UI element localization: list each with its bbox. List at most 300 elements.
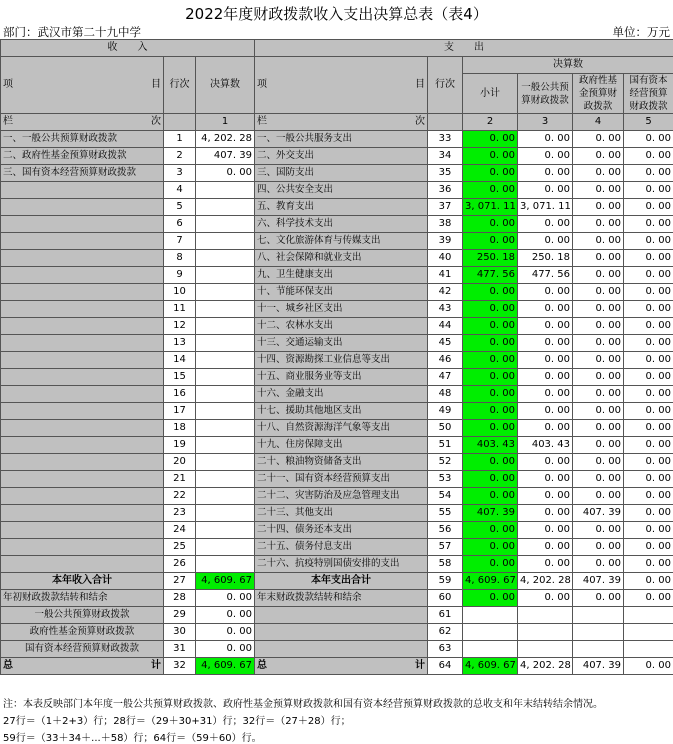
carry-in-value: 0. 00 bbox=[196, 590, 255, 607]
expense-line: 40 bbox=[428, 250, 463, 267]
grand-total-row bbox=[1, 658, 673, 675]
expense-fund: 0. 00 bbox=[573, 284, 624, 301]
income-line: 26 bbox=[164, 556, 196, 573]
expense-amount-group: 决算数 bbox=[463, 57, 673, 74]
grand-expense-fund: 407. 39 bbox=[573, 658, 624, 675]
sub-income-line: 31 bbox=[164, 641, 196, 658]
income-line-header: 行次 bbox=[164, 57, 196, 114]
grand-expense-line: 64 bbox=[428, 658, 463, 675]
income-line: 2 bbox=[164, 148, 196, 165]
expense-capital: 0. 00 bbox=[624, 182, 673, 199]
expense-subtotal: 3, 071. 11 bbox=[463, 199, 518, 216]
expense-general: 0. 00 bbox=[518, 233, 573, 250]
total-expense-fund: 407. 39 bbox=[573, 573, 624, 590]
grand-expense-subtotal: 4, 609. 67 bbox=[463, 658, 518, 675]
carry-in-label: 年初财政拨款结转和结余 bbox=[1, 590, 164, 607]
income-line: 11 bbox=[164, 301, 196, 318]
expense-fund: 0. 00 bbox=[573, 386, 624, 403]
income-amount bbox=[196, 488, 255, 505]
expense-line: 55 bbox=[428, 505, 463, 522]
expense-fund: 0. 00 bbox=[573, 454, 624, 471]
income-amount bbox=[196, 386, 255, 403]
department-label: 部门：武汉市第二十九中学 bbox=[3, 24, 141, 40]
income-item bbox=[1, 437, 164, 454]
income-line: 17 bbox=[164, 403, 196, 420]
income-amount bbox=[196, 301, 255, 318]
income-item bbox=[1, 539, 164, 556]
column-number-row bbox=[1, 114, 673, 131]
expense-fund: 0. 00 bbox=[573, 165, 624, 182]
expense-fund: 0. 00 bbox=[573, 233, 624, 250]
sub-expense-line: 62 bbox=[428, 624, 463, 641]
sub-income-value: 0. 00 bbox=[196, 624, 255, 641]
income-line: 7 bbox=[164, 233, 196, 250]
income-item bbox=[1, 454, 164, 471]
income-line: 10 bbox=[164, 284, 196, 301]
income-line: 15 bbox=[164, 369, 196, 386]
sub-expense-line: 63 bbox=[428, 641, 463, 658]
expense-subtotal: 0. 00 bbox=[463, 352, 518, 369]
expense-fund: 0. 00 bbox=[573, 420, 624, 437]
table-row bbox=[1, 182, 673, 199]
expense-subtotal: 0. 00 bbox=[463, 403, 518, 420]
income-amount bbox=[196, 199, 255, 216]
expense-line-header: 行次 bbox=[428, 57, 463, 114]
expense-fund: 0. 00 bbox=[573, 199, 624, 216]
sub-income-label: 国有资本经营预算财政拨款 bbox=[1, 641, 164, 658]
income-item bbox=[1, 369, 164, 386]
expense-general: 0. 00 bbox=[518, 335, 573, 352]
expense-line: 49 bbox=[428, 403, 463, 420]
income-line: 5 bbox=[164, 199, 196, 216]
expense-line: 46 bbox=[428, 352, 463, 369]
table-row bbox=[1, 233, 673, 250]
expense-fund: 0. 00 bbox=[573, 471, 624, 488]
expense-fund: 0. 00 bbox=[573, 522, 624, 539]
income-item bbox=[1, 352, 164, 369]
expense-item: 十四、资源勘探工业信息等支出 bbox=[255, 352, 428, 369]
expense-item: 一、一般公共服务支出 bbox=[255, 131, 428, 148]
table-row bbox=[1, 386, 673, 403]
expense-capital: 0. 00 bbox=[624, 522, 673, 539]
sub-expense-fund bbox=[573, 624, 624, 641]
expense-subtotal: 0. 00 bbox=[463, 471, 518, 488]
expense-general: 0. 00 bbox=[518, 505, 573, 522]
expense-general: 0. 00 bbox=[518, 182, 573, 199]
expense-subtotal: 0. 00 bbox=[463, 284, 518, 301]
expense-general: 0. 00 bbox=[518, 148, 573, 165]
income-amount bbox=[196, 420, 255, 437]
carry-out-general: 0. 00 bbox=[518, 590, 573, 607]
income-item bbox=[1, 199, 164, 216]
income-amount bbox=[196, 318, 255, 335]
table-row bbox=[1, 284, 673, 301]
total-expense-subtotal: 4, 609. 67 bbox=[463, 573, 518, 590]
grand-income-line: 32 bbox=[164, 658, 196, 675]
expense-item: 六、科学技术支出 bbox=[255, 216, 428, 233]
income-item bbox=[1, 301, 164, 318]
expense-item: 十五、商业服务业等支出 bbox=[255, 369, 428, 386]
income-item bbox=[1, 420, 164, 437]
expense-capital: 0. 00 bbox=[624, 318, 673, 335]
expense-fund: 0. 00 bbox=[573, 182, 624, 199]
income-item bbox=[1, 386, 164, 403]
sub-expense-subtotal bbox=[463, 624, 518, 641]
expense-item: 二十三、其他支出 bbox=[255, 505, 428, 522]
income-item: 三、国有资本经营预算财政拨款 bbox=[1, 165, 164, 182]
expense-general: 0. 00 bbox=[518, 216, 573, 233]
expense-line: 56 bbox=[428, 522, 463, 539]
table-row bbox=[1, 403, 673, 420]
grand-income-value: 4, 609. 67 bbox=[196, 658, 255, 675]
expense-capital: 0. 00 bbox=[624, 539, 673, 556]
expense-capital: 0. 00 bbox=[624, 369, 673, 386]
expense-subtotal: 0. 00 bbox=[463, 556, 518, 573]
income-item bbox=[1, 250, 164, 267]
table-row bbox=[1, 556, 673, 573]
income-line: 13 bbox=[164, 335, 196, 352]
expense-fund: 0. 00 bbox=[573, 403, 624, 420]
expense-general: 403. 43 bbox=[518, 437, 573, 454]
expense-general: 0. 00 bbox=[518, 352, 573, 369]
sub-income-value: 0. 00 bbox=[196, 607, 255, 624]
total-income-line: 27 bbox=[164, 573, 196, 590]
grand-expense-capital: 0. 00 bbox=[624, 658, 673, 675]
expense-capital: 0. 00 bbox=[624, 403, 673, 420]
income-item bbox=[1, 335, 164, 352]
sub-income-line: 29 bbox=[164, 607, 196, 624]
income-item bbox=[1, 403, 164, 420]
expense-subtotal: 0. 00 bbox=[463, 488, 518, 505]
state-capital-header: 国有资本经营预算财政拨款 bbox=[624, 74, 673, 114]
income-amount bbox=[196, 267, 255, 284]
expense-subtotal: 0. 00 bbox=[463, 454, 518, 471]
income-amount bbox=[196, 454, 255, 471]
expense-item: 二十、粮油物资储备支出 bbox=[255, 454, 428, 471]
expense-line: 58 bbox=[428, 556, 463, 573]
table-row bbox=[1, 539, 673, 556]
expense-line: 53 bbox=[428, 471, 463, 488]
expense-item-header: 项 目 bbox=[255, 57, 428, 114]
expense-item: 二十五、债务付息支出 bbox=[255, 539, 428, 556]
sub-expense-fund bbox=[573, 607, 624, 624]
table-row bbox=[1, 165, 673, 182]
income-item bbox=[1, 522, 164, 539]
expense-line: 36 bbox=[428, 182, 463, 199]
expense-line: 38 bbox=[428, 216, 463, 233]
expense-item: 十九、住房保障支出 bbox=[255, 437, 428, 454]
sub-expense-label bbox=[255, 641, 428, 658]
expense-item: 十、节能环保支出 bbox=[255, 284, 428, 301]
income-item bbox=[1, 318, 164, 335]
expense-fund: 0. 00 bbox=[573, 131, 624, 148]
expense-subtotal: 0. 00 bbox=[463, 522, 518, 539]
sub-expense-line: 61 bbox=[428, 607, 463, 624]
expense-line: 37 bbox=[428, 199, 463, 216]
header-row-2 bbox=[1, 57, 673, 74]
sub-row bbox=[1, 624, 673, 641]
expense-line: 33 bbox=[428, 131, 463, 148]
income-line: 16 bbox=[164, 386, 196, 403]
sub-row bbox=[1, 607, 673, 624]
expense-capital: 0. 00 bbox=[624, 488, 673, 505]
expense-subtotal: 407. 39 bbox=[463, 505, 518, 522]
sub-income-line: 30 bbox=[164, 624, 196, 641]
expense-item: 二十四、债务还本支出 bbox=[255, 522, 428, 539]
report-title: 2022年度财政拨款收入支出决算总表（表4） bbox=[0, 3, 673, 24]
expense-line: 48 bbox=[428, 386, 463, 403]
sub-income-value: 0. 00 bbox=[196, 641, 255, 658]
expense-capital: 0. 00 bbox=[624, 454, 673, 471]
expense-subtotal: 250. 18 bbox=[463, 250, 518, 267]
income-line: 9 bbox=[164, 267, 196, 284]
expense-line: 47 bbox=[428, 369, 463, 386]
expense-fund: 0. 00 bbox=[573, 250, 624, 267]
expense-subtotal: 0. 00 bbox=[463, 182, 518, 199]
total-income-value: 4, 609. 67 bbox=[196, 573, 255, 590]
grand-expense-label: 总 计 bbox=[255, 658, 428, 675]
carry-out-fund: 0. 00 bbox=[573, 590, 624, 607]
table-row bbox=[1, 250, 673, 267]
carry-in-line: 28 bbox=[164, 590, 196, 607]
table-row bbox=[1, 454, 673, 471]
sub-row bbox=[1, 641, 673, 658]
expense-capital: 0. 00 bbox=[624, 250, 673, 267]
expense-item: 二、外交支出 bbox=[255, 148, 428, 165]
income-line: 12 bbox=[164, 318, 196, 335]
expense-capital: 0. 00 bbox=[624, 284, 673, 301]
sub-expense-general bbox=[518, 607, 573, 624]
table-row bbox=[1, 131, 673, 148]
expense-capital: 0. 00 bbox=[624, 131, 673, 148]
expense-capital: 0. 00 bbox=[624, 301, 673, 318]
note-line-1: 注：本表反映部门本年度一般公共预算财政拨款、政府性基金预算财政拨款和国有资本经营预算财政拨款的总收支和年末结转结余情况。 bbox=[3, 695, 603, 710]
expense-general: 250. 18 bbox=[518, 250, 573, 267]
sub-expense-capital bbox=[624, 624, 673, 641]
income-amount-header: 决算数 bbox=[196, 57, 255, 114]
income-amount bbox=[196, 284, 255, 301]
income-line: 14 bbox=[164, 352, 196, 369]
expense-fund: 0. 00 bbox=[573, 539, 624, 556]
expense-item: 八、社会保障和就业支出 bbox=[255, 250, 428, 267]
income-amount bbox=[196, 250, 255, 267]
expense-capital: 0. 00 bbox=[624, 437, 673, 454]
income-line: 23 bbox=[164, 505, 196, 522]
expense-line: 57 bbox=[428, 539, 463, 556]
expense-capital: 0. 00 bbox=[624, 216, 673, 233]
expense-capital: 0. 00 bbox=[624, 505, 673, 522]
expense-line: 52 bbox=[428, 454, 463, 471]
expense-subtotal: 477. 56 bbox=[463, 267, 518, 284]
expense-fund: 0. 00 bbox=[573, 352, 624, 369]
expense-subtotal: 0. 00 bbox=[463, 165, 518, 182]
sub-income-label: 政府性基金预算财政拨款 bbox=[1, 624, 164, 641]
expense-line: 39 bbox=[428, 233, 463, 250]
income-item bbox=[1, 267, 164, 284]
income-item bbox=[1, 505, 164, 522]
expense-fund: 0. 00 bbox=[573, 318, 624, 335]
total-expense-capital: 0. 00 bbox=[624, 573, 673, 590]
expense-subtotal: 0. 00 bbox=[463, 131, 518, 148]
expense-line: 35 bbox=[428, 165, 463, 182]
table-row bbox=[1, 318, 673, 335]
expense-fund: 0. 00 bbox=[573, 267, 624, 284]
expense-line: 42 bbox=[428, 284, 463, 301]
table-row bbox=[1, 369, 673, 386]
income-amount bbox=[196, 437, 255, 454]
expense-fund: 0. 00 bbox=[573, 437, 624, 454]
table-row bbox=[1, 199, 673, 216]
sub-expense-general bbox=[518, 641, 573, 658]
expense-capital: 0. 00 bbox=[624, 556, 673, 573]
expense-capital: 0. 00 bbox=[624, 148, 673, 165]
income-item-header: 项 目 bbox=[1, 57, 164, 114]
income-amount bbox=[196, 233, 255, 250]
expense-capital: 0. 00 bbox=[624, 199, 673, 216]
expense-item: 二十二、灾害防治及应急管理支出 bbox=[255, 488, 428, 505]
expense-subtotal: 403. 43 bbox=[463, 437, 518, 454]
expense-item: 七、文化旅游体育与传媒支出 bbox=[255, 233, 428, 250]
table-row bbox=[1, 505, 673, 522]
income-amount: 4, 202. 28 bbox=[196, 131, 255, 148]
income-item bbox=[1, 488, 164, 505]
note-line-3: 59行＝（33＋34＋...＋58）行；64行＝（59＋60）行。 bbox=[3, 729, 262, 744]
fund-budget-header: 政府性基金预算财政拨款 bbox=[573, 74, 624, 114]
expense-fund: 0. 00 bbox=[573, 369, 624, 386]
expense-header: 支 出 bbox=[255, 40, 673, 57]
expense-fund: 0. 00 bbox=[573, 335, 624, 352]
income-line: 22 bbox=[164, 488, 196, 505]
income-item: 一、一般公共预算财政拨款 bbox=[1, 131, 164, 148]
expense-general: 0. 00 bbox=[518, 556, 573, 573]
expense-fund: 0. 00 bbox=[573, 148, 624, 165]
carry-out-subtotal: 0. 00 bbox=[463, 590, 518, 607]
income-item bbox=[1, 556, 164, 573]
income-line: 20 bbox=[164, 454, 196, 471]
sub-income-label: 一般公共预算财政拨款 bbox=[1, 607, 164, 624]
table-row bbox=[1, 420, 673, 437]
expense-item: 十一、城乡社区支出 bbox=[255, 301, 428, 318]
col-number-4: 4 bbox=[573, 114, 624, 131]
income-item: 二、政府性基金预算财政拨款 bbox=[1, 148, 164, 165]
expense-item: 十七、援助其他地区支出 bbox=[255, 403, 428, 420]
expense-capital: 0. 00 bbox=[624, 420, 673, 437]
expense-item: 十二、农林水支出 bbox=[255, 318, 428, 335]
sub-expense-fund bbox=[573, 641, 624, 658]
expense-item: 二十一、国有资本经营预算支出 bbox=[255, 471, 428, 488]
income-line: 3 bbox=[164, 165, 196, 182]
income-amount bbox=[196, 182, 255, 199]
expense-item: 十三、交通运输支出 bbox=[255, 335, 428, 352]
table-row bbox=[1, 522, 673, 539]
income-amount bbox=[196, 216, 255, 233]
expense-subtotal: 0. 00 bbox=[463, 216, 518, 233]
expense-general: 0. 00 bbox=[518, 471, 573, 488]
expense-item: 十八、自然资源海洋气象等支出 bbox=[255, 420, 428, 437]
expense-item: 三、国防支出 bbox=[255, 165, 428, 182]
income-amount bbox=[196, 539, 255, 556]
expense-general: 0. 00 bbox=[518, 131, 573, 148]
expense-subtotal: 0. 00 bbox=[463, 539, 518, 556]
expense-fund: 0. 00 bbox=[573, 216, 624, 233]
income-amount bbox=[196, 403, 255, 420]
expense-capital: 0. 00 bbox=[624, 352, 673, 369]
table-row bbox=[1, 216, 673, 233]
expense-subtotal: 0. 00 bbox=[463, 369, 518, 386]
grand-income-label: 总 计 bbox=[1, 658, 164, 675]
expense-general: 0. 00 bbox=[518, 539, 573, 556]
income-item bbox=[1, 233, 164, 250]
total-expense-label: 本年支出合计 bbox=[255, 573, 428, 590]
expense-capital: 0. 00 bbox=[624, 267, 673, 284]
expense-subtotal: 0. 00 bbox=[463, 386, 518, 403]
table-row bbox=[1, 488, 673, 505]
income-line: 6 bbox=[164, 216, 196, 233]
expense-subtotal: 0. 00 bbox=[463, 148, 518, 165]
income-line: 19 bbox=[164, 437, 196, 454]
income-amount: 0. 00 bbox=[196, 165, 255, 182]
expense-line: 50 bbox=[428, 420, 463, 437]
income-line: 4 bbox=[164, 182, 196, 199]
expense-item: 九、卫生健康支出 bbox=[255, 267, 428, 284]
income-amount bbox=[196, 352, 255, 369]
expense-line: 41 bbox=[428, 267, 463, 284]
sub-expense-label bbox=[255, 607, 428, 624]
expense-general: 0. 00 bbox=[518, 369, 573, 386]
income-amount bbox=[196, 556, 255, 573]
table-row bbox=[1, 335, 673, 352]
expense-line: 34 bbox=[428, 148, 463, 165]
unit-label: 单位：万元 bbox=[613, 24, 671, 40]
expense-capital: 0. 00 bbox=[624, 471, 673, 488]
sub-expense-subtotal bbox=[463, 641, 518, 658]
expense-fund: 0. 00 bbox=[573, 556, 624, 573]
expense-general: 0. 00 bbox=[518, 284, 573, 301]
expense-line: 54 bbox=[428, 488, 463, 505]
total-income-label: 本年收入合计 bbox=[1, 573, 164, 590]
expense-fund: 0. 00 bbox=[573, 301, 624, 318]
expense-capital: 0. 00 bbox=[624, 233, 673, 250]
col-number-2: 2 bbox=[463, 114, 518, 131]
grand-expense-general: 4, 202. 28 bbox=[518, 658, 573, 675]
expense-line: 44 bbox=[428, 318, 463, 335]
table-row bbox=[1, 267, 673, 284]
table-row bbox=[1, 301, 673, 318]
expense-general: 0. 00 bbox=[518, 454, 573, 471]
col-number-1: 1 bbox=[196, 114, 255, 131]
expense-subtotal: 0. 00 bbox=[463, 233, 518, 250]
carry-row bbox=[1, 590, 673, 607]
sub-expense-capital bbox=[624, 607, 673, 624]
expense-capital: 0. 00 bbox=[624, 165, 673, 182]
expense-general: 0. 00 bbox=[518, 318, 573, 335]
income-item bbox=[1, 471, 164, 488]
expense-subtotal: 0. 00 bbox=[463, 335, 518, 352]
expense-general: 0. 00 bbox=[518, 488, 573, 505]
sub-expense-label bbox=[255, 624, 428, 641]
expense-general: 0. 00 bbox=[518, 386, 573, 403]
carry-out-line: 60 bbox=[428, 590, 463, 607]
income-item bbox=[1, 216, 164, 233]
income-line: 1 bbox=[164, 131, 196, 148]
income-amount bbox=[196, 522, 255, 539]
income-line: 18 bbox=[164, 420, 196, 437]
income-line: 24 bbox=[164, 522, 196, 539]
expense-general: 0. 00 bbox=[518, 420, 573, 437]
income-item bbox=[1, 284, 164, 301]
income-line: 8 bbox=[164, 250, 196, 267]
income-item bbox=[1, 182, 164, 199]
